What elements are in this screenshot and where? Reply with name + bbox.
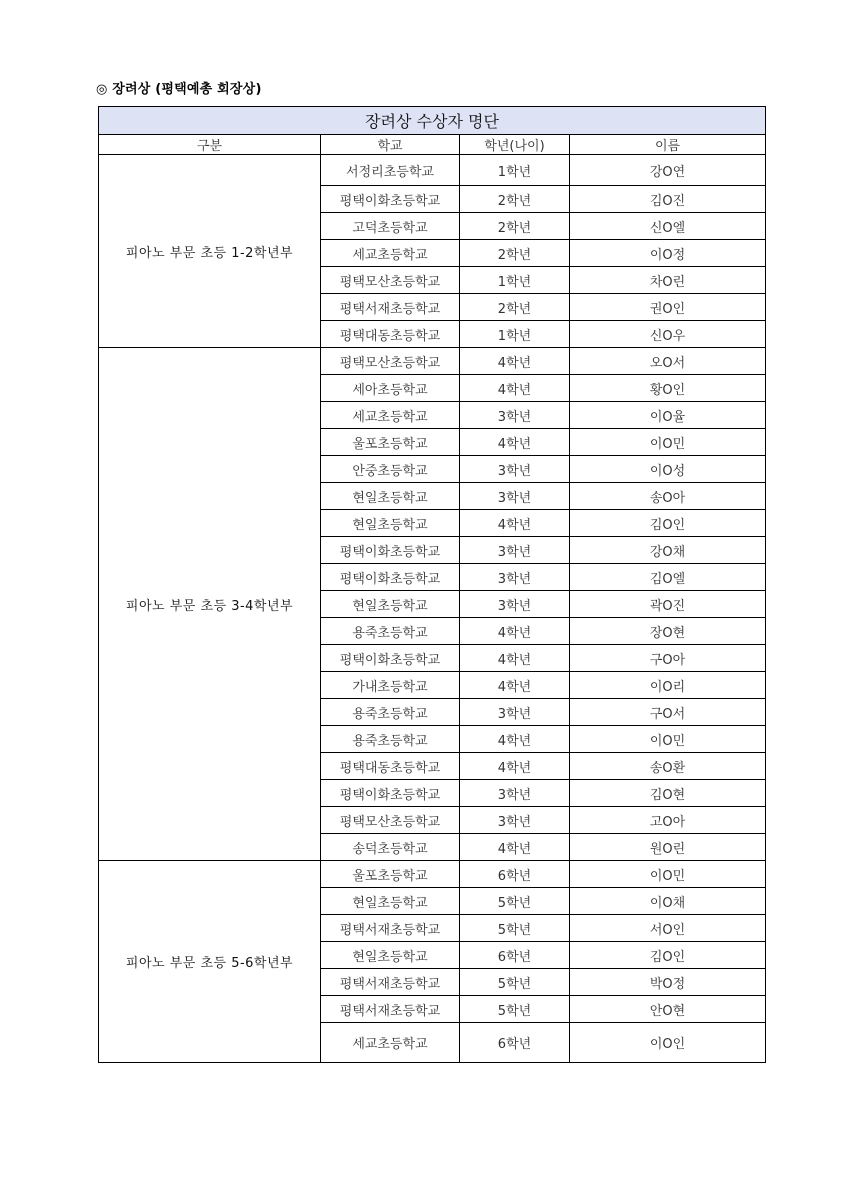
school-cell: 평택대동초등학교 [321, 753, 460, 780]
school-cell: 평택서재초등학교 [321, 996, 460, 1023]
student-name-cell: 구O아 [570, 645, 766, 672]
school-cell: 평택대동초등학교 [321, 321, 460, 348]
school-cell: 송덕초등학교 [321, 834, 460, 861]
school-cell: 용죽초등학교 [321, 618, 460, 645]
column-header-division: 구분 [99, 135, 321, 155]
school-cell: 평택이화초등학교 [321, 537, 460, 564]
division-cell: 피아노 부문 초등 5-6학년부 [99, 861, 321, 1063]
grade-cell: 3학년 [460, 483, 570, 510]
school-cell: 평택모산초등학교 [321, 267, 460, 294]
grade-cell: 2학년 [460, 186, 570, 213]
grade-cell: 3학년 [460, 564, 570, 591]
grade-cell: 4학년 [460, 645, 570, 672]
section-heading: ◎ 장려상 (평택예총 회장상) [96, 82, 262, 97]
student-name-cell: 이O성 [570, 456, 766, 483]
grade-cell: 1학년 [460, 321, 570, 348]
grade-cell: 1학년 [460, 155, 570, 186]
school-cell: 용죽초등학교 [321, 699, 460, 726]
student-name-cell: 이O인 [570, 1023, 766, 1063]
school-cell: 평택모산초등학교 [321, 348, 460, 375]
student-name-cell: 곽O진 [570, 591, 766, 618]
grade-cell: 5학년 [460, 915, 570, 942]
award-roster-table [98, 106, 766, 1063]
column-header-school: 학교 [321, 135, 460, 155]
school-cell: 용죽초등학교 [321, 726, 460, 753]
school-cell: 가내초등학교 [321, 672, 460, 699]
grade-cell: 4학년 [460, 726, 570, 753]
student-name-cell: 김O현 [570, 780, 766, 807]
school-cell: 평택이화초등학교 [321, 186, 460, 213]
school-cell: 세교초등학교 [321, 240, 460, 267]
student-name-cell: 이O채 [570, 888, 766, 915]
grade-cell: 4학년 [460, 429, 570, 456]
student-name-cell: 이O민 [570, 861, 766, 888]
grade-cell: 2학년 [460, 294, 570, 321]
student-name-cell: 강O채 [570, 537, 766, 564]
division-cell: 피아노 부문 초등 3-4학년부 [99, 348, 321, 861]
grade-cell: 6학년 [460, 942, 570, 969]
student-name-cell: 장O현 [570, 618, 766, 645]
grade-cell: 3학년 [460, 591, 570, 618]
school-cell: 평택이화초등학교 [321, 780, 460, 807]
grade-cell: 3학년 [460, 456, 570, 483]
grade-cell: 3학년 [460, 807, 570, 834]
grade-cell: 4학년 [460, 618, 570, 645]
school-cell: 세교초등학교 [321, 402, 460, 429]
student-name-cell: 오O서 [570, 348, 766, 375]
grade-cell: 4학년 [460, 672, 570, 699]
student-name-cell: 황O인 [570, 375, 766, 402]
student-name-cell: 고O아 [570, 807, 766, 834]
grade-cell: 4학년 [460, 375, 570, 402]
student-name-cell: 이O리 [570, 672, 766, 699]
school-cell: 평택이화초등학교 [321, 564, 460, 591]
grade-cell: 5학년 [460, 888, 570, 915]
grade-cell: 4학년 [460, 348, 570, 375]
grade-cell: 4학년 [460, 510, 570, 537]
school-cell: 현일초등학교 [321, 510, 460, 537]
grade-cell: 2학년 [460, 213, 570, 240]
grade-cell: 5학년 [460, 996, 570, 1023]
school-cell: 고덕초등학교 [321, 213, 460, 240]
student-name-cell: 구O서 [570, 699, 766, 726]
school-cell: 현일초등학교 [321, 942, 460, 969]
student-name-cell: 서O인 [570, 915, 766, 942]
school-cell: 현일초등학교 [321, 591, 460, 618]
school-cell: 세아초등학교 [321, 375, 460, 402]
grade-cell: 6학년 [460, 1023, 570, 1063]
student-name-cell: 김O인 [570, 942, 766, 969]
grade-cell: 4학년 [460, 753, 570, 780]
student-name-cell: 송O환 [570, 753, 766, 780]
student-name-cell: 권O인 [570, 294, 766, 321]
school-cell: 안중초등학교 [321, 456, 460, 483]
school-cell: 평택서재초등학교 [321, 915, 460, 942]
student-name-cell: 이O율 [570, 402, 766, 429]
grade-cell: 3학년 [460, 780, 570, 807]
student-name-cell: 이O민 [570, 726, 766, 753]
table-row [99, 348, 766, 375]
column-header-name: 이름 [570, 135, 766, 155]
student-name-cell: 원O린 [570, 834, 766, 861]
grade-cell: 3학년 [460, 402, 570, 429]
table-row [99, 155, 766, 186]
grade-cell: 3학년 [460, 699, 570, 726]
school-cell: 평택서재초등학교 [321, 969, 460, 996]
grade-cell: 4학년 [460, 834, 570, 861]
column-header-grade: 학년(나이) [460, 135, 570, 155]
table-row [99, 861, 766, 888]
school-cell: 평택서재초등학교 [321, 294, 460, 321]
student-name-cell: 김O진 [570, 186, 766, 213]
school-cell: 울포초등학교 [321, 861, 460, 888]
grade-cell: 5학년 [460, 969, 570, 996]
student-name-cell: 차O린 [570, 267, 766, 294]
division-cell: 피아노 부문 초등 1-2학년부 [99, 155, 321, 348]
student-name-cell: 신O엘 [570, 213, 766, 240]
student-name-cell: 신O우 [570, 321, 766, 348]
grade-cell: 3학년 [460, 537, 570, 564]
school-cell: 현일초등학교 [321, 888, 460, 915]
student-name-cell: 김O인 [570, 510, 766, 537]
school-cell: 서정리초등학교 [321, 155, 460, 186]
school-cell: 세교초등학교 [321, 1023, 460, 1063]
school-cell: 평택모산초등학교 [321, 807, 460, 834]
table-title: 장려상 수상자 명단 [99, 107, 766, 135]
student-name-cell: 안O현 [570, 996, 766, 1023]
school-cell: 현일초등학교 [321, 483, 460, 510]
student-name-cell: 김O엘 [570, 564, 766, 591]
grade-cell: 2학년 [460, 240, 570, 267]
student-name-cell: 강O연 [570, 155, 766, 186]
school-cell: 울포초등학교 [321, 429, 460, 456]
student-name-cell: 이O민 [570, 429, 766, 456]
student-name-cell: 박O정 [570, 969, 766, 996]
grade-cell: 6학년 [460, 861, 570, 888]
student-name-cell: 송O아 [570, 483, 766, 510]
grade-cell: 1학년 [460, 267, 570, 294]
table-body [99, 155, 766, 1063]
student-name-cell: 이O정 [570, 240, 766, 267]
school-cell: 평택이화초등학교 [321, 645, 460, 672]
